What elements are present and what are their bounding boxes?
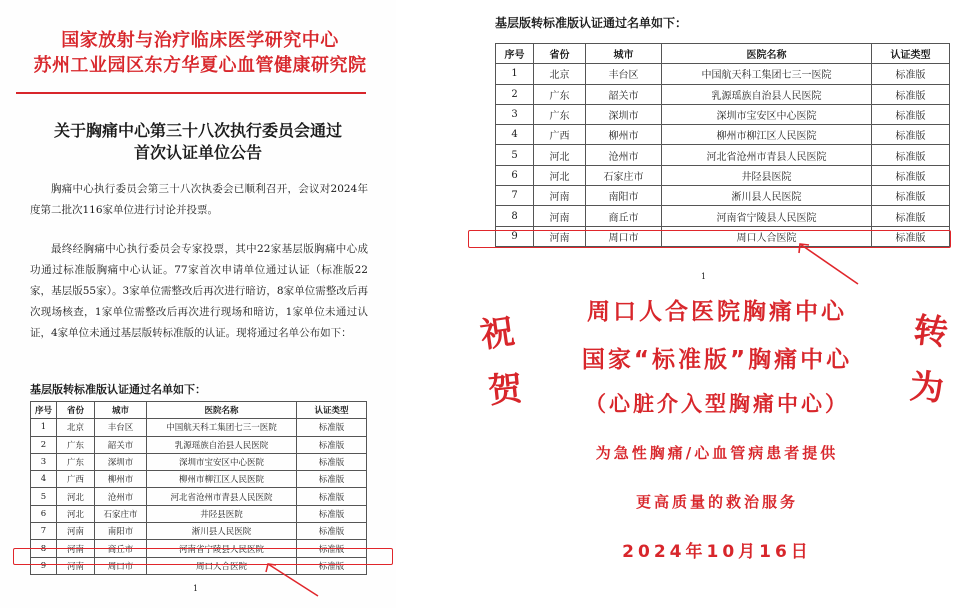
- cell-cert-type: 标准版: [297, 505, 367, 522]
- cell-hospital: 乳源瑶族自治县人民医院: [662, 84, 872, 104]
- cell-index: 1: [31, 419, 57, 436]
- cell-cert-type: 标准版: [297, 419, 367, 436]
- cell-province: 广东: [534, 104, 586, 124]
- cell-hospital: 柳州市柳江区人民医院: [147, 471, 297, 488]
- table-row: [31, 505, 367, 522]
- cell-index: 2: [31, 436, 57, 453]
- cell-city: 商丘市: [586, 206, 662, 226]
- cell-province: 广西: [534, 125, 586, 145]
- table-row: [31, 471, 367, 488]
- cell-province: 广西: [57, 471, 95, 488]
- table-row: [31, 523, 367, 540]
- cell-hospital: 井陉县医院: [662, 165, 872, 185]
- message-date: 2024年10月16日: [622, 542, 812, 562]
- col-header-index: 序号: [496, 44, 534, 64]
- col-header-index: 序号: [31, 402, 57, 419]
- cell-city: 柳州市: [586, 125, 662, 145]
- cell-province: 广东: [57, 436, 95, 453]
- cell-cert-type: 标准版: [297, 436, 367, 453]
- cell-hospital: 河南省宁陵县人民医院: [662, 206, 872, 226]
- table-row: [31, 436, 367, 453]
- col-header-city: 城市: [95, 402, 147, 419]
- cell-hospital: 中国航天科工集团七三一医院: [147, 419, 297, 436]
- col-header-hospital: 医院名称: [147, 402, 297, 419]
- col-header-province: 省份: [57, 402, 95, 419]
- pointer-arrow-right: [796, 240, 866, 290]
- cell-index: 1: [496, 64, 534, 84]
- cell-province: 北京: [534, 64, 586, 84]
- cell-cert-type: 标准版: [872, 125, 950, 145]
- cell-cert-type: 标准版: [297, 471, 367, 488]
- header-line-2: 苏州工业园区东方华夏心血管健康研究院: [33, 55, 367, 76]
- table-row: [31, 419, 367, 436]
- list-caption-right: 基层版转标准版认证通过名单如下：: [495, 16, 688, 30]
- cell-province: 河南: [57, 540, 95, 557]
- certification-table-right: [495, 43, 950, 247]
- cell-city: 丰台区: [586, 64, 662, 84]
- cell-city: 商丘市: [95, 540, 147, 557]
- table-header-row: [31, 402, 367, 419]
- left-document: [0, 0, 396, 608]
- col-header-province: 省份: [534, 44, 586, 64]
- message-line-1: 周口人合医院胸痛中心: [587, 299, 847, 325]
- cell-province: 广东: [57, 453, 95, 470]
- cell-hospital: 河南省宁陵县人民医院: [147, 540, 297, 557]
- cell-cert-type: 标准版: [872, 186, 950, 206]
- cell-province: 北京: [57, 419, 95, 436]
- cell-city: 柳州市: [95, 471, 147, 488]
- cell-index: 2: [496, 84, 534, 104]
- cell-index: 8: [496, 206, 534, 226]
- side-char-zhuan: 转: [911, 310, 950, 354]
- cell-province: 河北: [57, 505, 95, 522]
- cell-city: 韶关市: [95, 436, 147, 453]
- cell-index: 8: [31, 540, 57, 557]
- cell-cert-type: 标准版: [297, 540, 367, 557]
- highlight-box-right: [468, 230, 951, 248]
- cell-hospital: 井陉县医院: [147, 505, 297, 522]
- cell-city: 韶关市: [586, 84, 662, 104]
- table-header-row: [496, 44, 950, 64]
- cell-hospital: 淅川县人民医院: [662, 186, 872, 206]
- table-row: [496, 165, 950, 185]
- cell-city: 丰台区: [95, 419, 147, 436]
- cell-province: 河北: [57, 488, 95, 505]
- cell-hospital: 周口人合医院: [662, 226, 872, 246]
- table-row: [496, 206, 950, 226]
- cell-city: 南阳市: [95, 523, 147, 540]
- table-row: [496, 64, 950, 84]
- cell-hospital: 河北省沧州市青县人民医院: [662, 145, 872, 165]
- list-caption-left: 基层版转标准版认证通过名单如下：: [30, 383, 206, 396]
- cell-hospital: 柳州市柳江区人民医院: [662, 125, 872, 145]
- table-row: [31, 453, 367, 470]
- cell-province: 河南: [57, 523, 95, 540]
- cell-index: 5: [31, 488, 57, 505]
- table-row: [496, 104, 950, 124]
- cell-cert-type: 标准版: [872, 64, 950, 84]
- cell-index: 6: [31, 505, 57, 522]
- cell-index: 6: [496, 165, 534, 185]
- header-line-1: 国家放射与治疗临床医学研究中心: [61, 30, 339, 51]
- cell-index: 9: [31, 557, 57, 574]
- cell-cert-type: 标准版: [297, 557, 367, 574]
- cell-province: 河南: [534, 186, 586, 206]
- highlight-box-left: [13, 548, 393, 565]
- cell-cert-type: 标准版: [872, 165, 950, 185]
- table-row: [496, 186, 950, 206]
- cell-index: 9: [496, 226, 534, 246]
- announcement-title: [20, 120, 376, 164]
- cell-city: 深圳市: [95, 453, 147, 470]
- col-header-cert-type: 认证类型: [297, 402, 367, 419]
- table-row: [496, 145, 950, 165]
- cell-index: 4: [31, 471, 57, 488]
- side-char-he: 贺: [486, 368, 525, 412]
- cell-index: 7: [496, 186, 534, 206]
- side-char-zhu: 祝: [477, 311, 518, 357]
- paragraph-1: 胸痛中心执行委员会第三十八次执委会已顺利召开，会议对2024年度第二批次116家单位进行讨论并投票。: [30, 183, 368, 216]
- cell-cert-type: 标准版: [297, 488, 367, 505]
- cell-city: 南阳市: [586, 186, 662, 206]
- cell-index: 5: [496, 145, 534, 165]
- table-row: [496, 84, 950, 104]
- table-row: [31, 488, 367, 505]
- header-divider: [16, 92, 366, 94]
- cell-cert-type: 标准版: [872, 84, 950, 104]
- cell-city: 石家庄市: [586, 165, 662, 185]
- cell-city: 周口市: [95, 557, 147, 574]
- cell-province: 河南: [534, 206, 586, 226]
- cell-index: 4: [496, 125, 534, 145]
- col-header-city: 城市: [586, 44, 662, 64]
- cell-province: 河北: [534, 165, 586, 185]
- message-line-5: 更高质量的救治服务: [635, 493, 798, 511]
- cell-cert-type: 标准版: [872, 145, 950, 165]
- cell-cert-type: 标准版: [872, 226, 950, 246]
- cell-cert-type: 标准版: [297, 523, 367, 540]
- cell-province: 河北: [534, 145, 586, 165]
- table-row: [496, 125, 950, 145]
- cell-city: 沧州市: [95, 488, 147, 505]
- announcement-title-line-1: 关于胸痛中心第三十八次执行委员会通过: [53, 121, 342, 140]
- cell-hospital: 河北省沧州市青县人民医院: [147, 488, 297, 505]
- side-char-wei: 为: [908, 366, 946, 410]
- cell-cert-type: 标准版: [872, 206, 950, 226]
- cell-city: 沧州市: [586, 145, 662, 165]
- pointer-arrow-left: [262, 560, 322, 600]
- message-line-3: （心脏介入型胸痛中心）: [585, 392, 849, 416]
- cell-province: 河南: [534, 226, 586, 246]
- cell-cert-type: 标准版: [872, 104, 950, 124]
- page-number-right: 1: [701, 272, 707, 281]
- cell-hospital: 深圳市宝安区中心医院: [147, 453, 297, 470]
- cell-hospital: 淅川县人民医院: [147, 523, 297, 540]
- message-line-4: 为急性胸痛/心血管病患者提供: [595, 444, 839, 462]
- cell-hospital: 中国航天科工集团七三一医院: [662, 64, 872, 84]
- cell-city: 深圳市: [586, 104, 662, 124]
- cell-hospital: 周口人合医院: [147, 557, 297, 574]
- cell-hospital: 深圳市宝安区中心医院: [662, 104, 872, 124]
- page-number-left: 1: [193, 584, 199, 593]
- col-header-hospital: 医院名称: [662, 44, 872, 64]
- cell-index: 7: [31, 523, 57, 540]
- cell-city: 石家庄市: [95, 505, 147, 522]
- col-header-cert-type: 认证类型: [872, 44, 950, 64]
- cell-province: 广东: [534, 84, 586, 104]
- cell-hospital: 乳源瑶族自治县人民医院: [147, 436, 297, 453]
- cell-cert-type: 标准版: [297, 453, 367, 470]
- cell-index: 3: [31, 453, 57, 470]
- cell-province: 河南: [57, 557, 95, 574]
- paragraph-2: 最终经胸痛中心执行委员会专家投票，其中22家基层版胸痛中心成功通过标准版胸痛中心认证。77家首次申请单位通过认证（标准版22家，基层版55家）。3家单位需整改后再次进行暗访，8家单位需整改后再次现场核查，1家单位需整改后再次进行现场和暗访，1家单位未通过认证，4家单位未通过基层版转标准版的认证。现将通过名单公布如下：: [30, 243, 368, 339]
- announcement-title-line-2: 首次认证单位公告: [133, 143, 262, 162]
- cell-city: 周口市: [586, 226, 662, 246]
- cell-index: 3: [496, 104, 534, 124]
- message-line-2: 国家“标准版”胸痛中心: [581, 347, 853, 373]
